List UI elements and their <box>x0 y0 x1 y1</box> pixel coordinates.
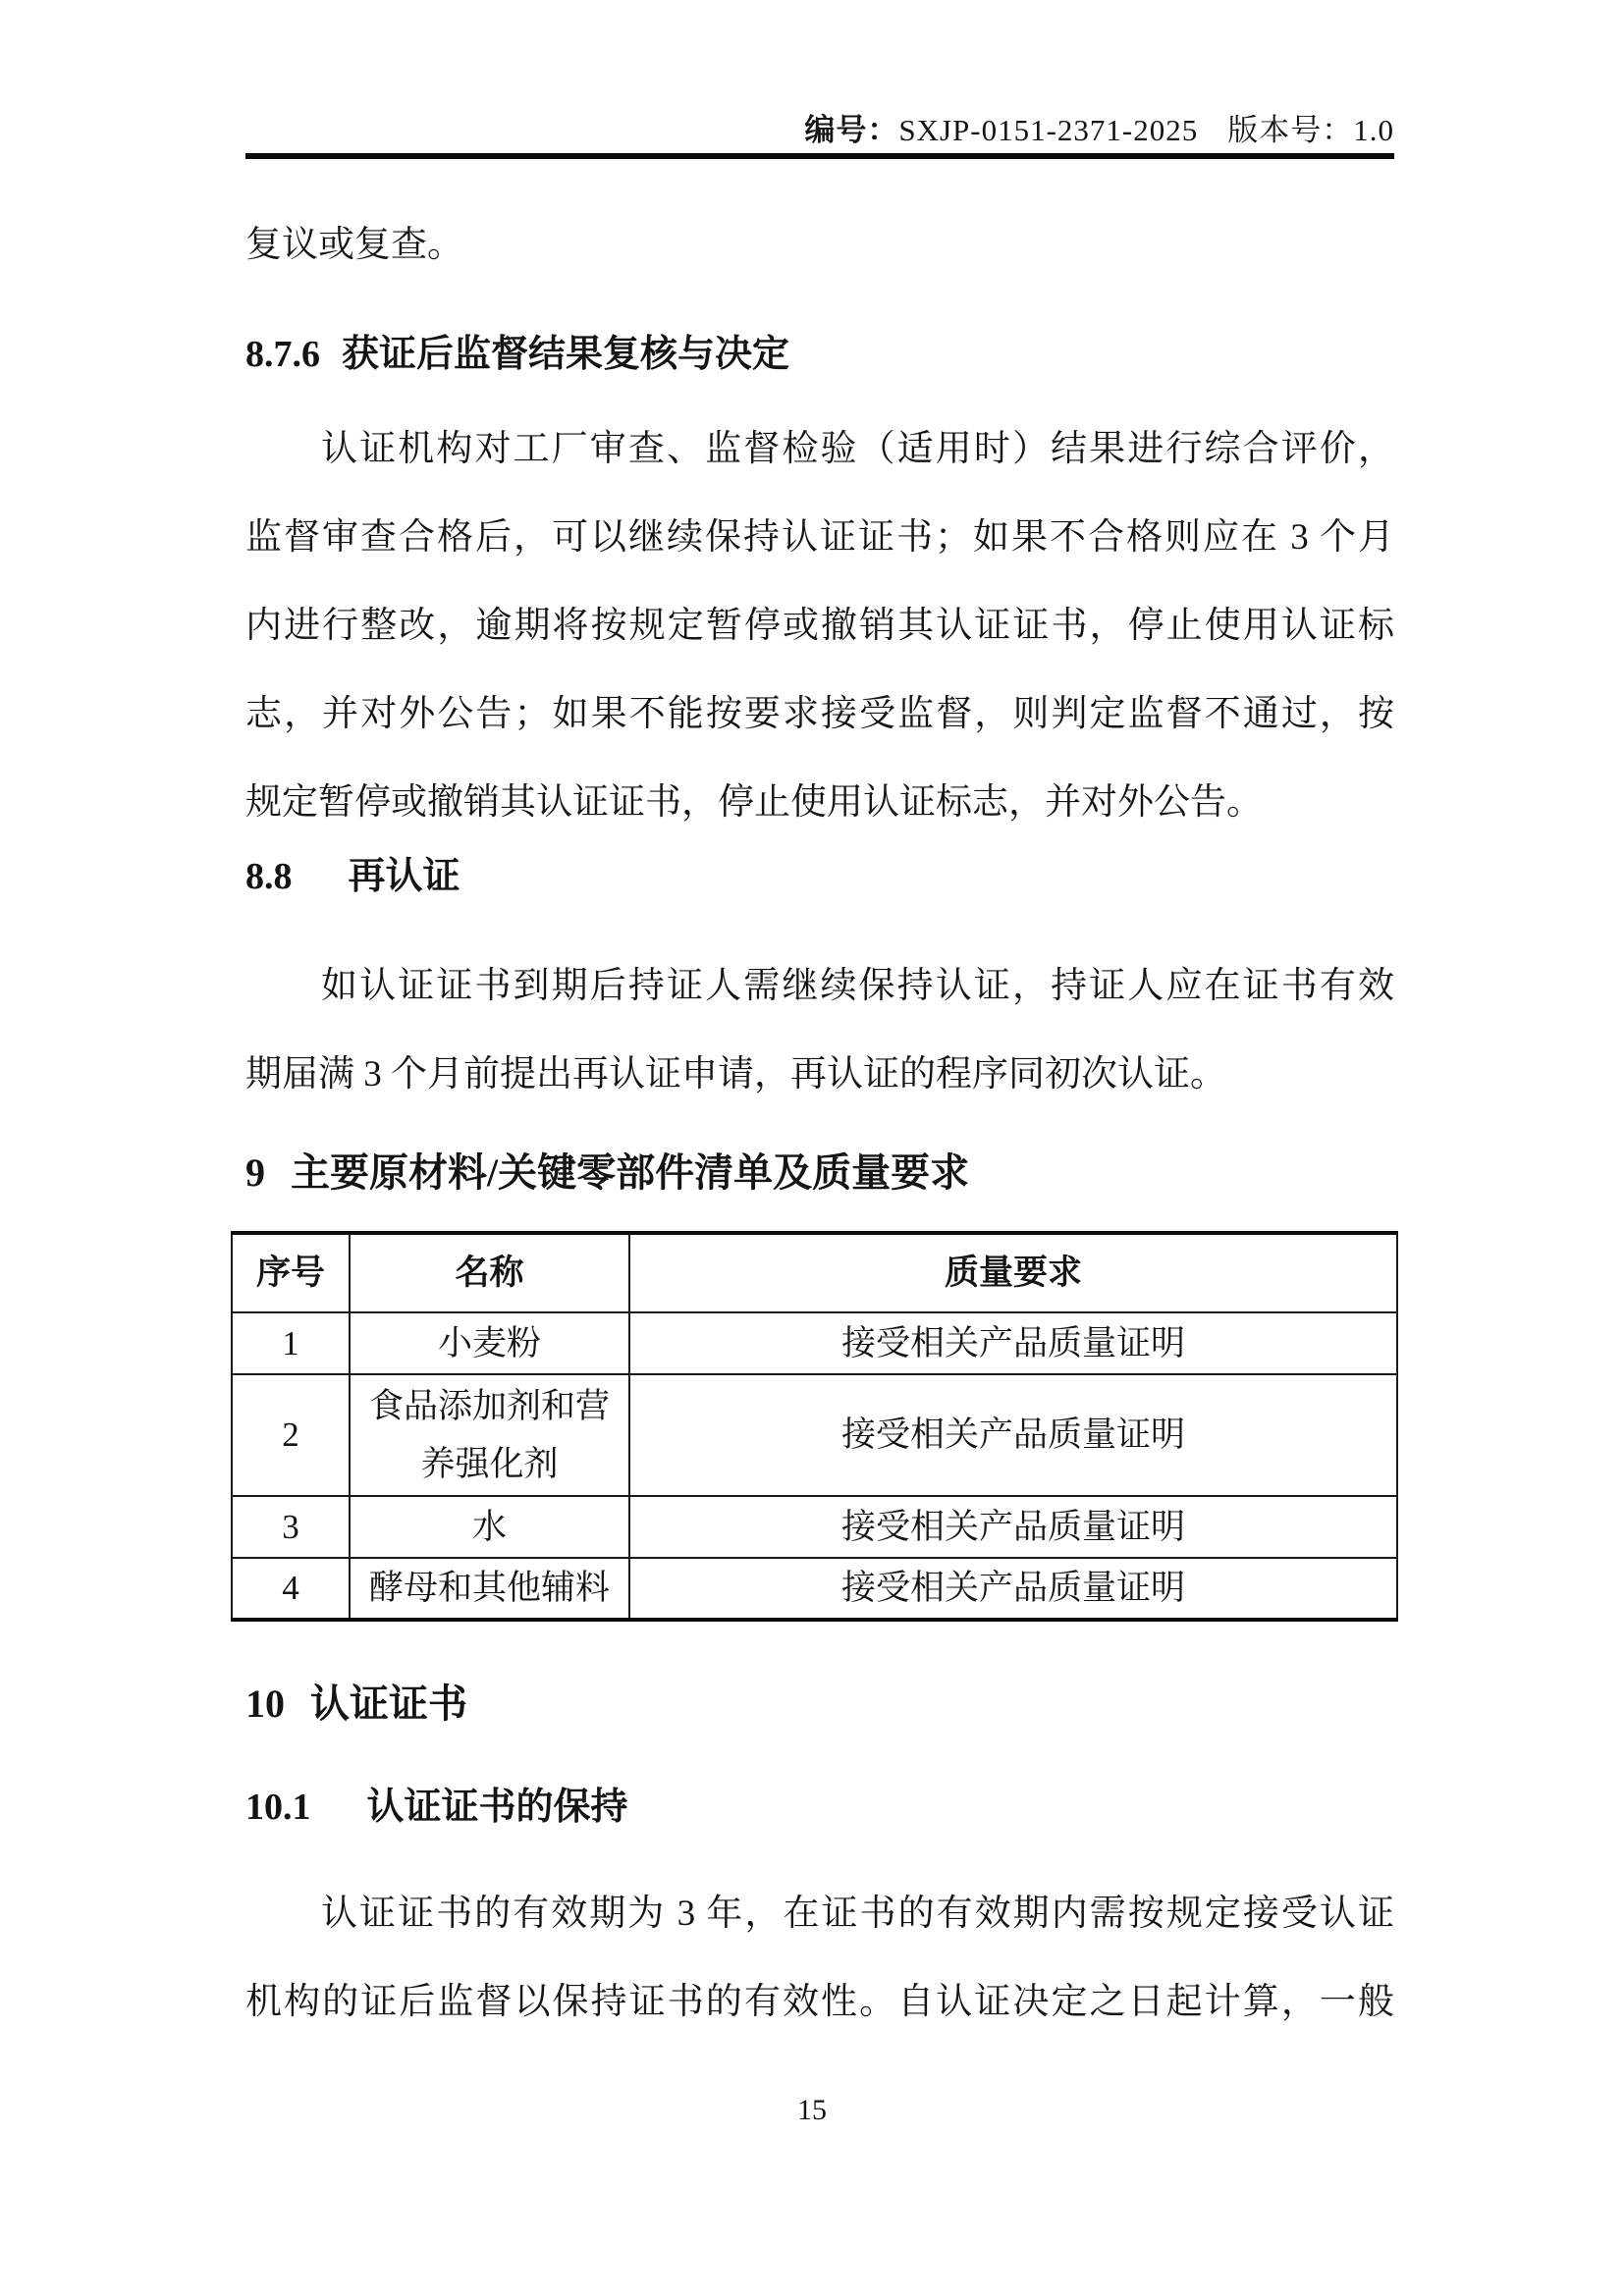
section-number: 10 <box>245 1682 285 1726</box>
table-row <box>232 1558 1397 1620</box>
section-number: 8.7.6 <box>245 334 320 375</box>
paragraph-line: 认证证书的有效期为 3 年，在证书的有效期内需按规定接受认证 <box>321 1894 1394 1934</box>
doc-number-value: SXJP-0151-2371-2025 <box>898 113 1199 147</box>
section-title: 认证证书 <box>310 1682 467 1726</box>
table-header-row <box>232 1233 1397 1312</box>
section-heading-8-8 <box>245 832 1424 921</box>
cell-no: 3 <box>232 1496 350 1558</box>
section-title: 再认证 <box>348 856 460 897</box>
version-label: 版本号： <box>1227 113 1354 147</box>
section-title: 获证后监督结果复核与决定 <box>342 334 790 375</box>
header-rule <box>245 153 1394 159</box>
section-number: 10.1 <box>245 1787 311 1828</box>
table-row <box>232 1374 1397 1496</box>
doc-number-label: 编号： <box>804 113 899 147</box>
paragraph-line: 认证机构对工厂审查、监督检验（适用时）结果进行综合评价， <box>321 429 1394 469</box>
paragraph-line: 志，并对外公告；如果不能按要求接受监督，则判定监督不通过，按 <box>245 694 1394 734</box>
cell-no: 1 <box>232 1312 350 1374</box>
paragraph-line: 如认证证书到期后持证人需继续保持认证，持证人应在证书有效 <box>321 966 1394 1006</box>
column-header-name: 名称 <box>350 1233 629 1312</box>
cell-requirement: 接受相关产品质量证明 <box>629 1374 1397 1496</box>
section-heading-8-7-6 <box>245 310 1424 399</box>
paragraph-8-7-6 <box>245 405 1394 847</box>
carryover-paragraph: 复议或复查。 <box>245 225 463 265</box>
section-title: 主要原材料/关键零部件清单及质量要求 <box>291 1150 970 1195</box>
page-header <box>245 108 1394 153</box>
section-heading-10-1 <box>245 1763 1424 1851</box>
section-title: 认证证书的保持 <box>366 1787 628 1828</box>
paragraph-10-1 <box>245 1870 1394 2047</box>
cell-no: 4 <box>232 1558 350 1620</box>
cell-no: 2 <box>232 1374 350 1496</box>
cell-name: 酵母和其他辅料 <box>350 1558 629 1620</box>
paragraph-line: 内进行整改，逾期将按规定暂停或撤销其认证证书，停止使用认证标 <box>245 606 1394 646</box>
table-row <box>232 1496 1397 1558</box>
cell-requirement: 接受相关产品质量证明 <box>629 1312 1397 1374</box>
column-header-no: 序号 <box>232 1233 350 1312</box>
section-number: 8.8 <box>245 856 293 897</box>
version-value: 1.0 <box>1353 113 1394 147</box>
paragraph-line: 期届满 3 个月前提出再认证申请，再认证的程序同初次认证。 <box>245 1054 1226 1095</box>
page-number: 15 <box>797 2094 827 2126</box>
cell-name: 水 <box>350 1496 629 1558</box>
cell-name: 小麦粉 <box>350 1312 629 1374</box>
cell-requirement: 接受相关产品质量证明 <box>629 1496 1397 1558</box>
paragraph-line: 规定暂停或撤销其认证证书，停止使用认证标志，并对外公告。 <box>245 782 1263 823</box>
cell-requirement: 接受相关产品质量证明 <box>629 1558 1397 1620</box>
section-heading-10 <box>245 1660 1424 1748</box>
cell-name: 食品添加剂和营养强化剂 <box>350 1374 629 1496</box>
paragraph-line: 机构的证后监督以保持证书的有效性。自认证决定之日起计算，一般 <box>245 1982 1394 2022</box>
materials-table <box>231 1231 1398 1622</box>
section-number: 9 <box>245 1150 265 1195</box>
paragraph-line: 监督审查合格后，可以继续保持认证证书；如果不合格则应在 3 个月 <box>245 517 1394 558</box>
section-heading-9 <box>245 1129 1424 1217</box>
paragraph-8-8 <box>245 942 1394 1119</box>
column-header-requirement: 质量要求 <box>629 1233 1397 1312</box>
table-row <box>232 1312 1397 1374</box>
